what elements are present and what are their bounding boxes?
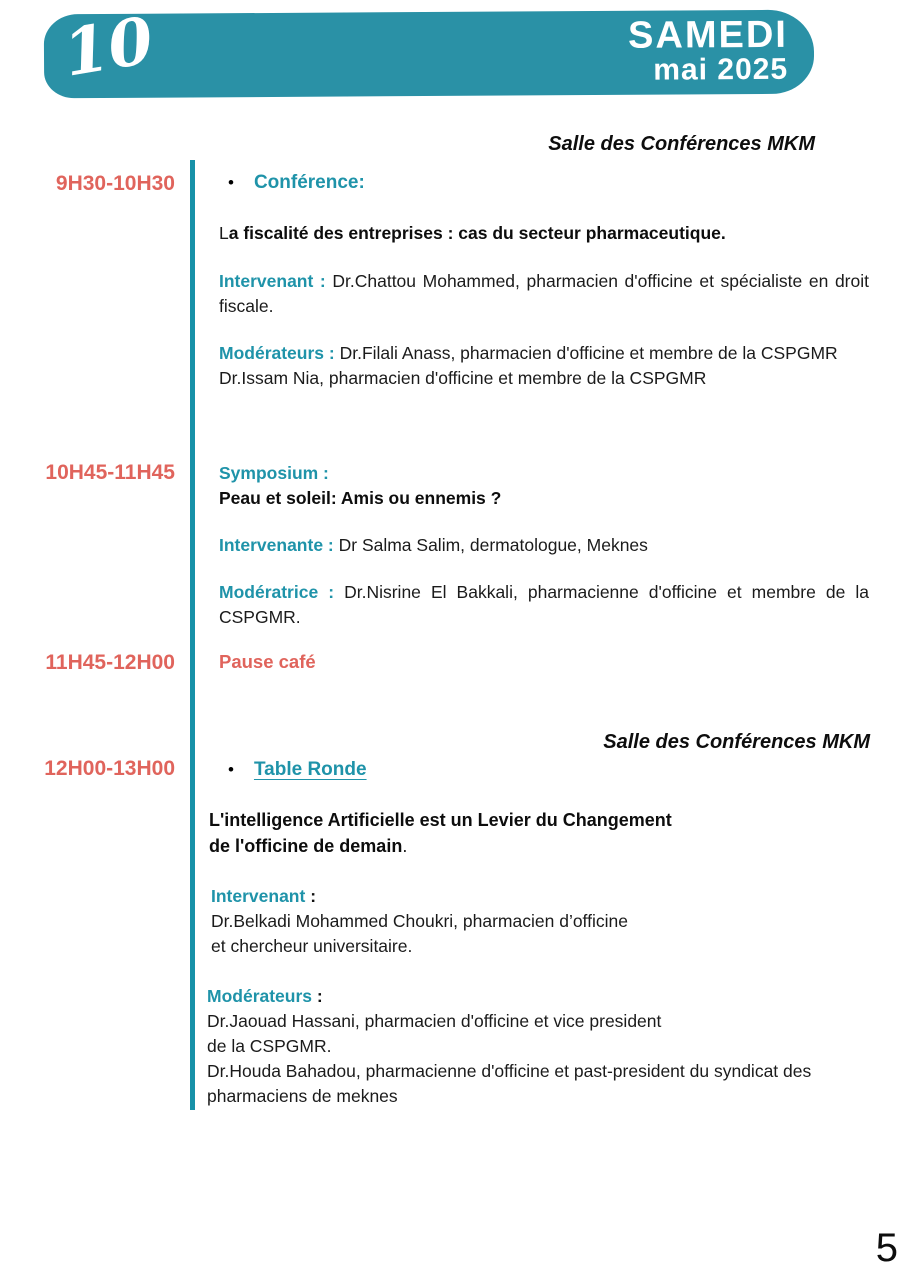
moderators-line-2: Dr.Issam Nia, pharmacien d'officine et membre de la CSPGMR	[219, 368, 707, 388]
session-1-speaker	[219, 269, 869, 319]
coffee-break-label: Pause café	[219, 651, 316, 672]
session-1-title	[219, 221, 869, 246]
moderator-label: Modératrice :	[219, 582, 335, 602]
time-slot-2: 10H45-11H45	[45, 461, 175, 484]
moderator-text: Dr.Nisrine El Bakkali, pharmacienne d'officine et membre de la CSPGMR.	[219, 582, 869, 627]
moderators-label-row: Modérateurs :	[207, 986, 323, 1006]
session-4-speaker	[211, 884, 871, 959]
day-number: 10	[58, 3, 159, 92]
time-slot-1: 9H30-10H30	[55, 172, 175, 195]
moderators-line-1: Dr.Jaouad Hassani, pharmacien d'officine et vice president	[207, 1011, 662, 1031]
speaker-line-2: et chercheur universitaire.	[211, 936, 413, 956]
table-ronde-link[interactable]: Table Ronde	[253, 759, 367, 780]
session-2-speaker	[219, 533, 869, 558]
weekday-label: SAMEDI	[627, 13, 789, 57]
moderators-line-2: de la CSPGMR.	[207, 1036, 332, 1056]
session-2-moderator	[219, 580, 869, 630]
moderators-text: Dr.Filali Anass, pharmacien d'officine et membre de la CSPGMR	[334, 343, 838, 363]
title-period: .	[402, 835, 408, 856]
session-4-title	[209, 808, 689, 859]
page-number: 5	[875, 1226, 898, 1270]
session-4-moderators	[207, 984, 877, 1109]
date-banner	[44, 3, 814, 99]
session-1-heading	[228, 172, 365, 194]
date-block	[627, 13, 789, 87]
room-header-2: Salle des Conférences MKM	[603, 731, 870, 753]
session-4-heading	[228, 759, 367, 781]
bullet-icon: •	[228, 760, 234, 779]
moderators-line-3: Dr.Houda Bahadou, pharmacienne d'officine et past-president du syndicat des	[207, 1061, 812, 1081]
speaker-text: Dr Salma Salim, dermatologue, Meknes	[333, 535, 648, 555]
moderators-label: Modérateurs :	[219, 343, 335, 363]
moderators-line-4: pharmaciens de meknes	[207, 1086, 398, 1106]
time-slot-3: 11H45-12H00	[45, 651, 175, 674]
session-4-title-line-1: L'intelligence Artificielle est un Levier du Changement	[209, 810, 672, 830]
bullet-icon: •	[228, 173, 234, 192]
speaker-label-row: Intervenant :	[211, 886, 317, 906]
time-slot-4: 12H00-13H00	[44, 757, 175, 780]
session-2-heading	[219, 461, 869, 510]
session-1-type-label: Conférence:	[253, 172, 365, 193]
timeline-rule	[190, 160, 195, 1110]
speaker-text: Dr.Chattou Mohammed, pharmacien d'officine et spécialiste en droit fiscale.	[219, 271, 869, 316]
session-2-title: Peau et soleil: Amis ou ennemis ?	[219, 487, 502, 508]
speaker-label: Intervenante :	[219, 535, 334, 555]
session-4-title-line-2: de l'officine de demain.	[209, 835, 408, 856]
session-1-title-prefix: L	[219, 223, 229, 243]
session-1-title-main: a fiscalité des entreprises : cas du secteur pharmaceutique.	[228, 223, 726, 243]
month-year-label: mai 2025	[653, 52, 789, 87]
speaker-label: Intervenant :	[219, 271, 326, 291]
speaker-line-1: Dr.Belkadi Mohammed Choukri, pharmacien d’officine	[211, 911, 628, 931]
room-header-1: Salle des Conférences MKM	[548, 133, 815, 155]
session-2-type-label: Symposium :	[219, 463, 329, 483]
session-1-moderators	[219, 341, 869, 391]
